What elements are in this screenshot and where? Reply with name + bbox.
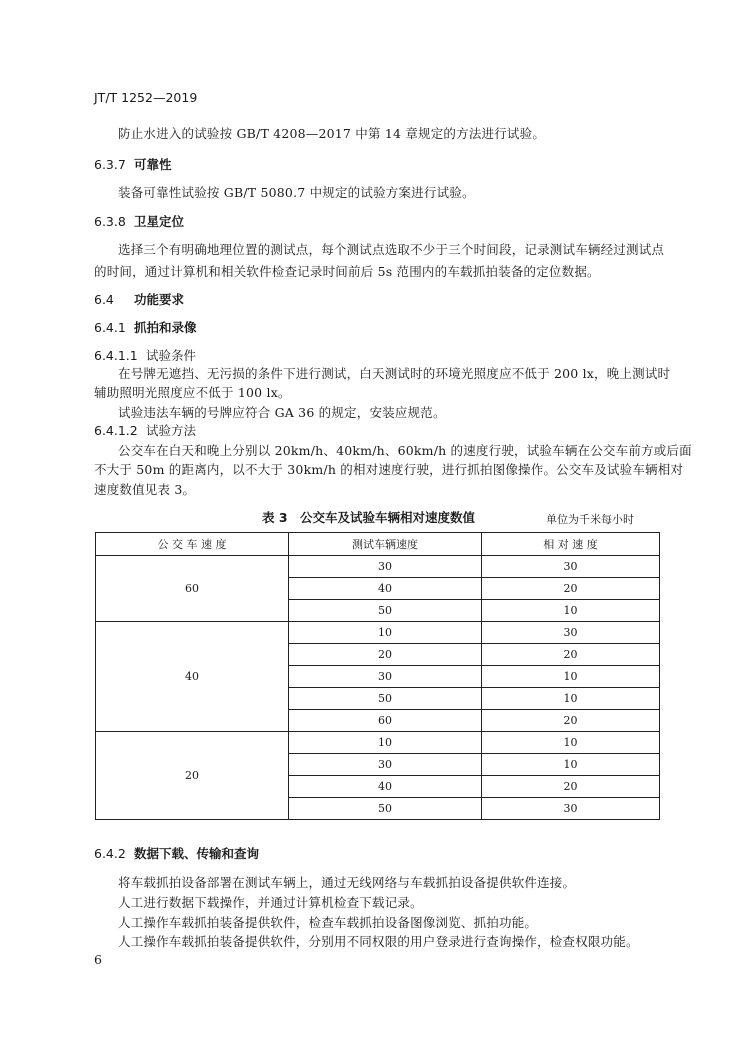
section-number: 6.4.1.2 <box>94 423 138 438</box>
column-header-bus-speed: 公 交 车 速 度 <box>96 533 289 556</box>
paragraph-satellite-line2: 的时间，通过计算机和相关软件检查记录时间前后 5s 范围内的车载抓拍装备的定位数据。 <box>94 264 600 279</box>
cell-relative-speed: 20 <box>482 710 660 732</box>
section-heading-6-4-1-1 <box>94 346 196 364</box>
section-title: 试验方法 <box>146 423 197 438</box>
section-heading-6-4-2 <box>94 844 259 862</box>
cell-bus-speed: 40 <box>96 622 289 732</box>
page-number: 6 <box>94 952 102 967</box>
paragraph-conditions-line1: 在号牌无遮挡、无污损的条件下进行测试，白天测试时的环境光照度应不低于 200 lx，晚上测试时 <box>118 366 671 381</box>
section-title: 可靠性 <box>134 157 172 172</box>
cell-relative-speed: 10 <box>482 688 660 710</box>
table-unit-note: 单位为千米每小时 <box>546 513 634 526</box>
paragraph-data-line2: 人工进行数据下载操作，并通过计算机检查下载记录。 <box>118 895 423 910</box>
section-number: 6.3.7 <box>94 157 126 172</box>
section-heading-6-3-7 <box>94 155 172 173</box>
cell-test-vehicle-speed: 60 <box>289 710 482 732</box>
cell-relative-speed: 10 <box>482 600 660 622</box>
paragraph-water-ingress: 防止水进入的试验按 GB/T 4208—2017 中第 14 章规定的方法进行试验。 <box>118 126 546 141</box>
cell-test-vehicle-speed: 50 <box>289 798 482 820</box>
table-header-row <box>96 533 660 556</box>
cell-test-vehicle-speed: 20 <box>289 644 482 666</box>
section-title: 试验条件 <box>146 348 197 363</box>
cell-relative-speed: 30 <box>482 622 660 644</box>
cell-test-vehicle-speed: 10 <box>289 732 482 754</box>
section-title: 卫星定位 <box>134 214 185 229</box>
standard-id: JT/T 1252—2019 <box>94 90 198 105</box>
cell-test-vehicle-speed: 50 <box>289 600 482 622</box>
cell-relative-speed: 10 <box>482 666 660 688</box>
cell-test-vehicle-speed: 30 <box>289 666 482 688</box>
section-heading-6-4-1 <box>94 318 197 336</box>
table-row <box>96 556 660 578</box>
section-heading-6-4-1-2 <box>94 421 196 439</box>
section-number: 6.4 <box>94 292 114 307</box>
section-heading-6-3-8 <box>94 212 184 230</box>
cell-relative-speed: 20 <box>482 644 660 666</box>
paragraph-satellite-line1: 选择三个有明确地理位置的测试点，每个测试点选取不少于三个时间段，记录测试车辆经过测试点 <box>118 242 665 257</box>
section-number: 6.3.8 <box>94 214 126 229</box>
table-row <box>96 622 660 644</box>
cell-relative-speed: 20 <box>482 578 660 600</box>
cell-test-vehicle-speed: 10 <box>289 622 482 644</box>
section-title: 抓拍和录像 <box>134 320 197 335</box>
table-caption: 表 3 公交车及试验车辆相对速度数值 <box>262 510 476 525</box>
paragraph-method-line2: 不大于 50m 的距离内，以不大于 30km/h 的相对速度行驶，进行抓拍图像操作。公交车及试验车辆相对 <box>94 462 684 477</box>
cell-relative-speed: 30 <box>482 798 660 820</box>
paragraph-data-line4: 人工操作车载抓拍装备提供软件，分别用不同权限的用户登录进行查询操作，检查权限功能。 <box>118 934 639 949</box>
cell-test-vehicle-speed: 40 <box>289 776 482 798</box>
paragraph-data-line3: 人工操作车载抓拍装备提供软件，检查车载抓拍设备图像浏览、抓拍功能。 <box>118 915 538 930</box>
speed-table <box>95 532 660 820</box>
cell-relative-speed: 10 <box>482 754 660 776</box>
section-heading-6-4 <box>94 290 184 308</box>
cell-relative-speed: 30 <box>482 556 660 578</box>
paragraph-method-line1: 公交车在白天和晚上分别以 20km/h、40km/h、60km/h 的速度行驶，试验车辆在公交车前方或后面 <box>118 443 692 458</box>
section-number: 6.4.1 <box>94 320 126 335</box>
column-header-test-vehicle-speed: 测试车辆速度 <box>289 533 482 556</box>
section-title: 数据下载、传输和查询 <box>134 846 260 861</box>
paragraph-data-line1: 将车载抓拍设备部署在测试车辆上，通过无线网络与车载抓拍设备提供软件连接。 <box>118 875 576 890</box>
cell-bus-speed: 20 <box>96 732 289 820</box>
cell-relative-speed: 20 <box>482 776 660 798</box>
section-number: 6.4.1.1 <box>94 348 138 363</box>
paragraph-conditions-line3: 试验违法车辆的号牌应符合 GA 36 的规定，安装应规范。 <box>118 405 446 420</box>
paragraph-method-line3: 速度数值见表 3。 <box>94 482 196 497</box>
section-number: 6.4.2 <box>94 846 126 861</box>
cell-relative-speed: 10 <box>482 732 660 754</box>
table-row <box>96 732 660 754</box>
paragraph-conditions-line2: 辅助照明光照度应不低于 100 lx。 <box>94 385 291 400</box>
cell-bus-speed: 60 <box>96 556 289 622</box>
cell-test-vehicle-speed: 30 <box>289 556 482 578</box>
cell-test-vehicle-speed: 40 <box>289 578 482 600</box>
column-header-relative-speed: 相 对 速 度 <box>482 533 660 556</box>
cell-test-vehicle-speed: 50 <box>289 688 482 710</box>
cell-test-vehicle-speed: 30 <box>289 754 482 776</box>
section-title: 功能要求 <box>134 292 185 307</box>
paragraph-reliability: 装备可靠性试验按 GB/T 5080.7 中规定的试验方案进行试验。 <box>118 185 475 200</box>
